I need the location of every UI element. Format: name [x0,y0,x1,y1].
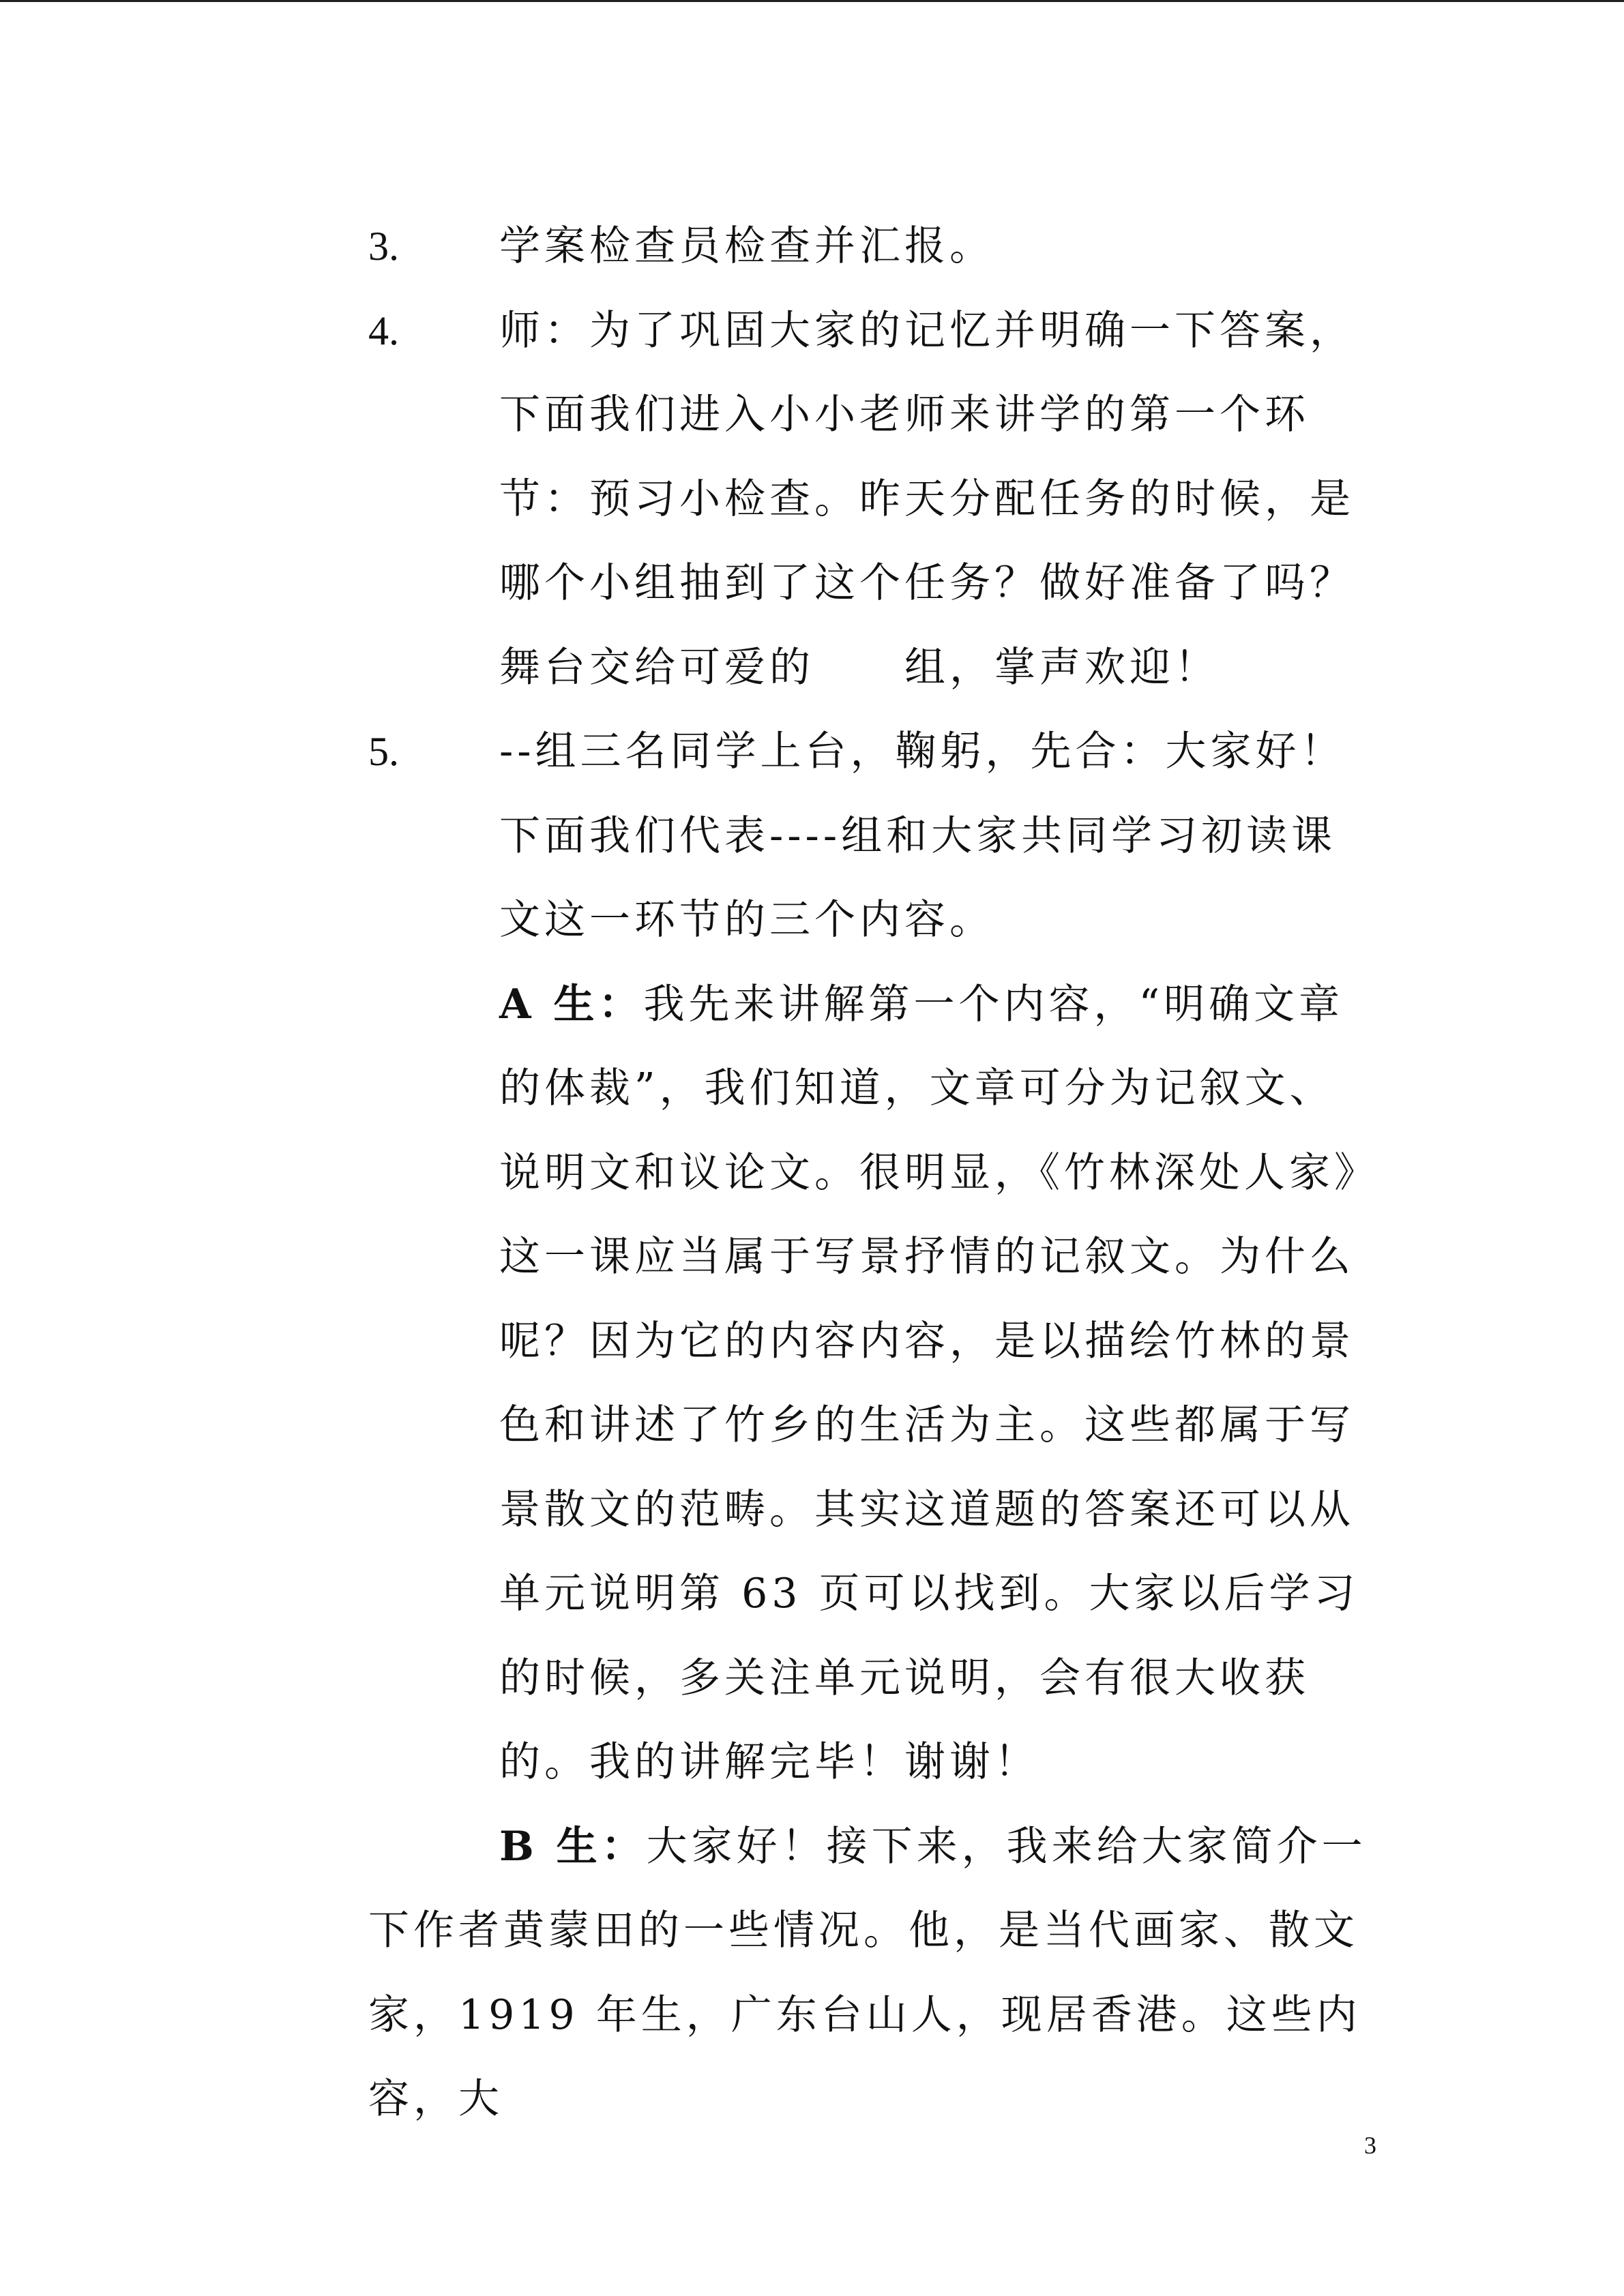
list-item-3 [368,205,1371,289]
page-number: 3 [1364,2132,1376,2159]
list-item-number: 4. [368,308,399,353]
list-item-text: 师：为了巩固大家的记忆并明确一下答案，下面我们进入小小老师来讲学的第一个环节：预习小检查。昨天分配任务的时候，是哪个小组抽到了这个任务？做好准备了吗？舞台交给可爱的 组，掌声欢迎！ [499,306,1355,691]
speech-a-paragraph [368,963,1371,1805]
list-item-number: 3. [368,224,399,269]
speech-b-paragraph [368,1805,1371,2142]
list-item-text: 学案检查员检查并汇报。 [499,222,994,270]
list-item-4 [368,289,1371,711]
list-item-number: 5. [368,729,399,774]
page-top-edge [0,0,1624,2]
document-body [368,205,1371,2142]
speech-a-text: 我先来讲解第一个内容，“明确文章的体裁”，我们知道，文章可分为记叙文、说明文和议论文。很明显，《竹林深处人家》这一课应当属于写景抒情的记叙文。为什么呢？因为它的内容内容，是以描绘竹林的景色和讲述了竹乡的生活为主。这些都属于写景散文的范畴。其实这道题的答案还可以从单元说明第 63 页可以找到。大家以后学习的时候，多关注单元说明，会有很大收获的。我的讲解完毕！谢谢！ [499,980,1359,1786]
list-item-5 [368,710,1371,963]
list-item-text: --组三名同学上台，鞠躬，先合：大家好！下面我们代表----组和大家共同学习初读课文这一环节的三个内容。 [499,728,1346,944]
speaker-label-b: B 生： [499,1822,647,1870]
speaker-label-a: A 生： [499,980,644,1028]
speech-b-text: 大家好！接下来，我来给大家简介一下作者黄蒙田的一些情况。他，是当代画家、散文家，1919 年生，广东台山人，现居香港。这些内容，大 [368,1822,1367,2123]
